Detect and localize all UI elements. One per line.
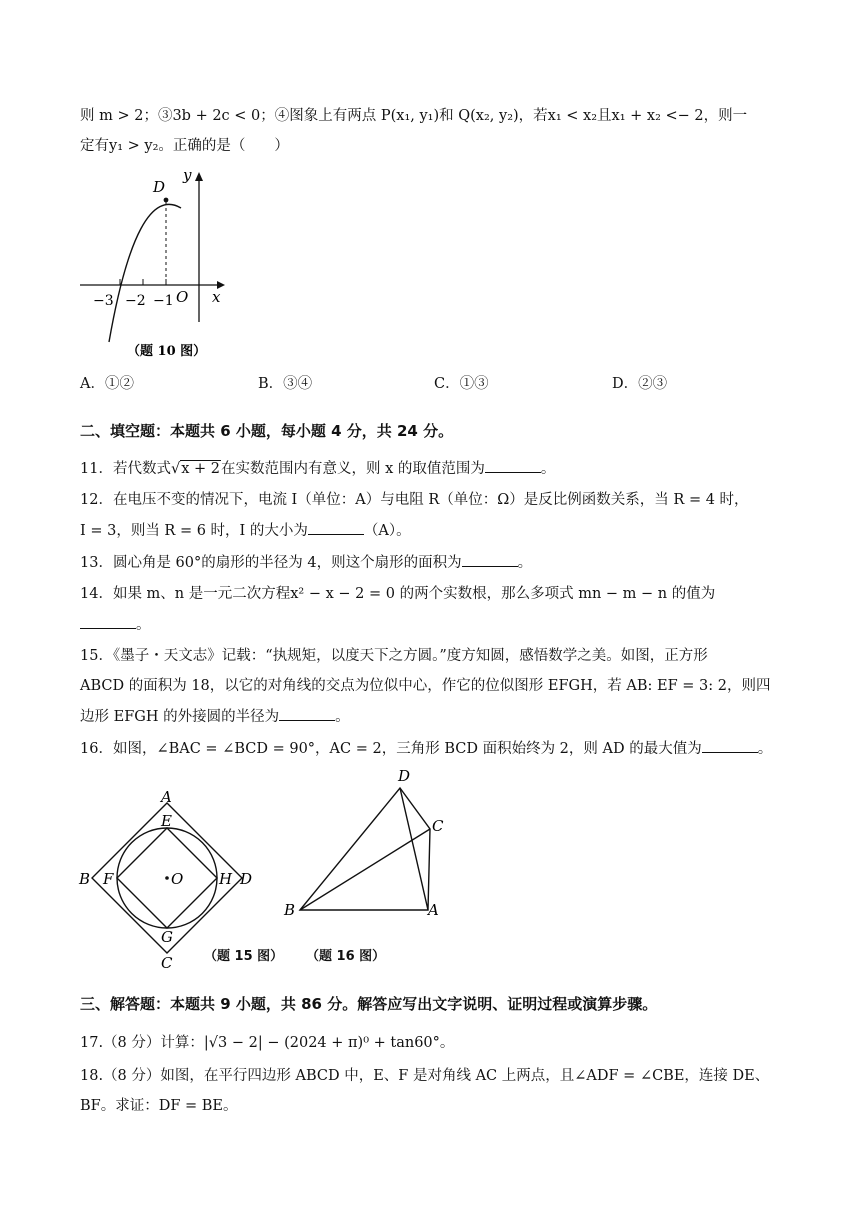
q11-b: 在实数范围内有意义，则 x 的取值范围为 [220,461,485,477]
q15-label-O: O [171,870,184,888]
q16-a: 16．如图，∠BAC = ∠BCD = 90°，AC = 2，三角形 BCD 面积始终为 2，则 AD 的最大值为 [80,741,702,757]
q12-blank [308,520,364,535]
q15-caption: （题 15 图） [204,949,284,964]
option-b: B．③④ [258,376,313,392]
q14-blank [80,614,136,629]
q14-line1: 14．如果 m、n 是一元二次方程x² − x − 2 = 0 的两个实数根，那么多项式 mn − m − n 的值为 [80,586,716,602]
q11-a: 11．若代数式 [80,461,171,477]
q15-label-C: C [161,954,173,972]
section2-heading: 二、填空题：本题共 6 小题，每小题 4 分，共 24 分。 [80,422,454,440]
q10-line1: 则 m > 2；③3b + 2c < 0；④图象上有两点 P(x₁, y₁)和 Q(x₂, y₂)，若x₁ < x₂且x₁ + x₂ <− 2，则一 [80,108,748,124]
q16-figure [280,765,460,915]
q13-blank [462,552,518,567]
q16-label-A: A [428,901,439,915]
option-c: C．①③ [434,376,489,392]
q11: 11．若代数式√x + 2在实数范围内有意义，则 x 的取值范围为 。 [80,458,555,479]
q15-line1: 15．《墨子・天文志》记载：“执规矩，以度天下之方圆。”度方知圆，感悟数学之美。如图，正方形 [80,648,708,664]
option-d: D．②③ [612,376,668,392]
q11-blank [485,458,541,473]
q10-caption: （题 10 图） [127,344,207,359]
q12-line1: 12．在电压不变的情况下，电流 I（单位：A）与电阻 R（单位：Ω）是反比例函数关系，当 R = 4 时， [80,492,749,508]
label-D: D [153,178,166,196]
q16-label-D: D [398,767,411,785]
q11-radicand: x + 2 [181,461,220,477]
q12-a: I = 3，则当 R = 6 时，I 的大小为 [80,523,308,539]
q15-line2: ABCD 的面积为 18，以它的对角线的交点为位似中心，作它的位似图形 EFGH，若 AB: EF = 3: 2，则四 [80,678,771,694]
q15-line3 [80,706,350,727]
q13-b: 。 [517,555,533,571]
label-x: x [212,288,221,306]
q15-label-H: H [219,870,233,888]
q16-label-C: C [432,817,444,835]
q15-b: 。 [335,709,350,725]
tick-neg1: −1 [153,293,174,309]
q15-label-E: E [161,812,172,830]
q15-a: 边形 EFGH 的外接圆的半径为 [80,709,280,725]
q13-a: 13．圆心角是 60°的扇形的半径为 4，则这个扇形的面积为 [80,555,462,571]
q12-line2 [80,520,411,541]
label-O: O [176,288,189,306]
q12-b: （A）。 [363,523,411,539]
q11-c: 。 [540,461,556,477]
q16-caption: （题 16 图） [306,949,386,964]
q10-figure [75,162,245,362]
q15-blank [279,706,335,721]
option-a: A．①② [80,376,134,392]
tick-neg2: −2 [125,293,146,309]
q14-line2 [80,614,151,635]
q15-label-A: A [161,790,172,806]
label-y: y [183,166,192,184]
section3-heading: 三、解答题：本题共 9 小题，共 86 分。解答应写出文字说明、证明过程或演算步骤。 [80,995,658,1013]
q15-label-F: F [103,870,114,888]
q17: 17.（8 分）计算：|√3 − 2| − (2024 + π)⁰ + tan60°。 [80,1035,455,1051]
q15-label-G: G [161,928,173,946]
q15-label-D: D [240,870,253,888]
q16-line1 [80,738,772,759]
q13 [80,552,532,573]
q14-b: 。 [136,617,151,633]
q18-line2: BF。求证：DF = BE。 [80,1098,238,1114]
q18-line1: 18.（8 分）如图，在平行四边形 ABCD 中，E、F 是对角线 AC 上两点，且∠ADF = ∠CBE，连接 DE、 [80,1068,770,1084]
q15-label-B: B [79,870,91,888]
q16-blank [702,738,758,753]
q16-label-B: B [284,901,296,915]
q16-b: 。 [757,741,773,757]
q10-line2: 定有y₁ > y₂。正确的是（ ） [80,138,289,154]
tick-neg3: −3 [93,293,114,309]
